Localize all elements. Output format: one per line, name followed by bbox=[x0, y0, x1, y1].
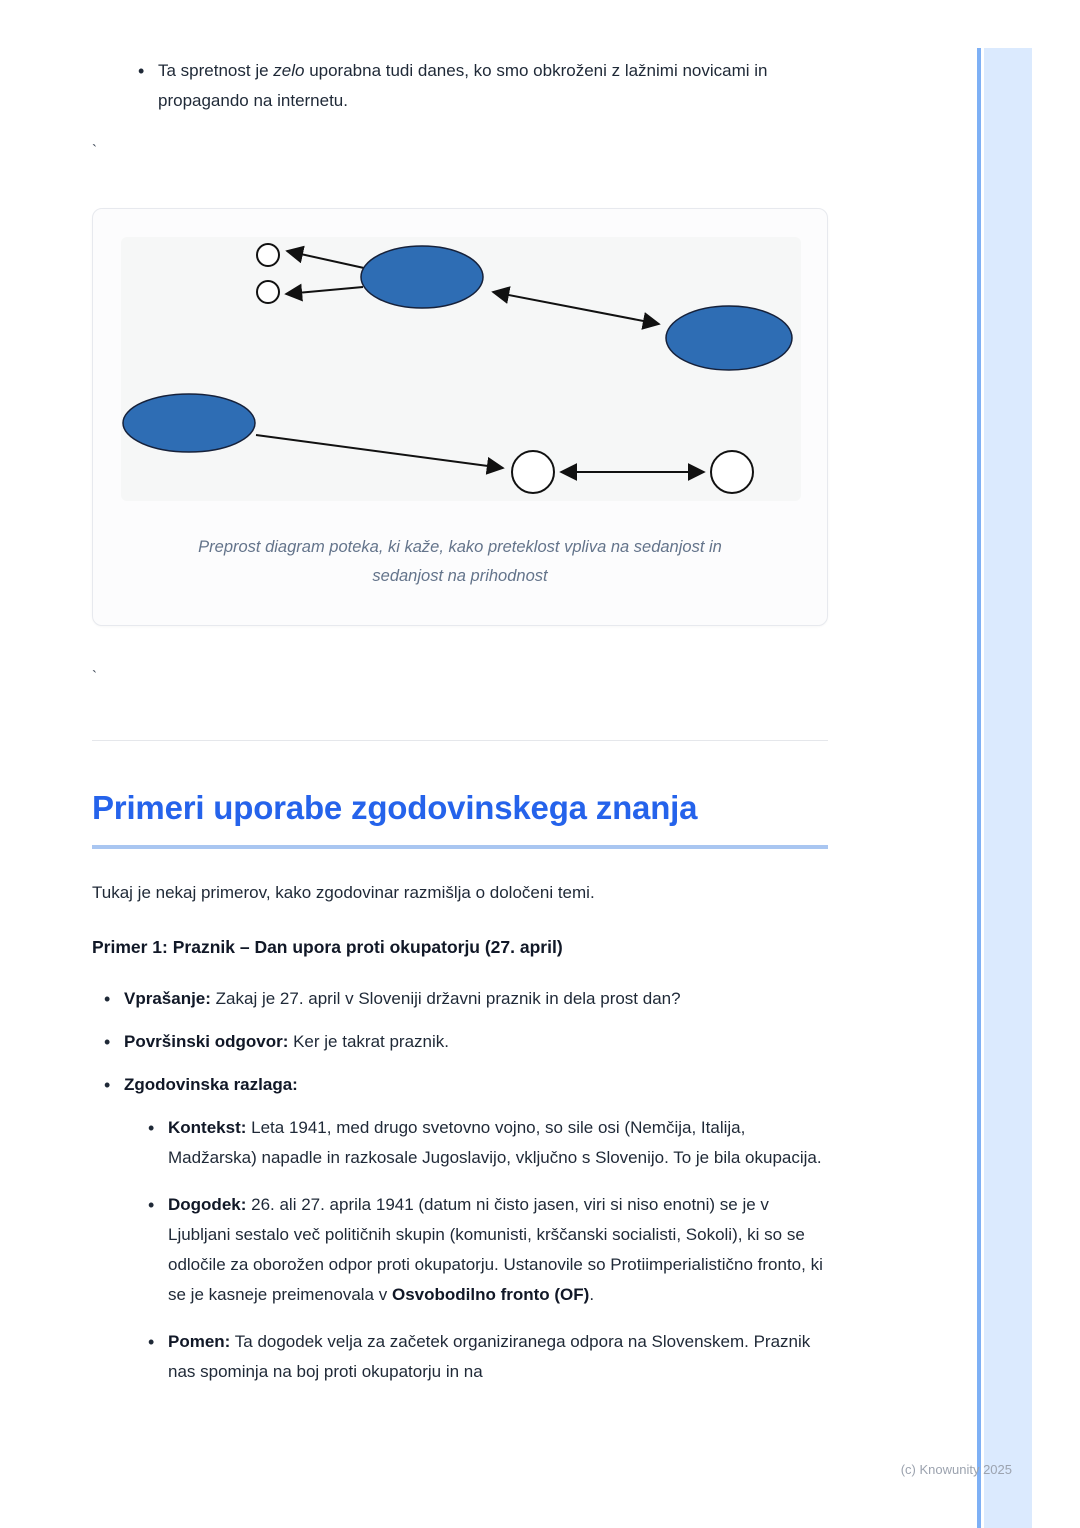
list-item bbox=[148, 1113, 828, 1173]
arrow-to-white-circle bbox=[256, 435, 503, 468]
sub-bullet-lead: Pomen: bbox=[168, 1332, 231, 1351]
page-title: Primeri uporabe zgodovinskega znanja bbox=[92, 789, 698, 826]
sub-bullet-text: Leta 1941, med drugo svetovno vojno, so sile osi (Nemčija, Italija, Madžarska) napadle in razkosale Jugoslavijo, vključno s Slovenijo. To je bila okupacija. bbox=[168, 1118, 822, 1167]
blue-ellipse-right bbox=[666, 306, 792, 370]
white-circle-2 bbox=[711, 451, 753, 493]
blue-ellipse-bottom-left bbox=[123, 394, 255, 452]
list-item bbox=[148, 1190, 828, 1310]
double-arrow-top bbox=[493, 292, 659, 324]
stray-backtick-2: ` bbox=[92, 668, 97, 685]
bullet-text: Ker je takrat praznik. bbox=[288, 1032, 449, 1051]
figure-caption-line2: sedanjost na prihodnost bbox=[372, 567, 548, 585]
section-divider bbox=[92, 740, 828, 741]
list-item bbox=[104, 1027, 828, 1057]
white-circle-1 bbox=[512, 451, 554, 493]
example-bullet-list bbox=[92, 984, 828, 1387]
sub-bullet-text: Ta dogodek velja za začetek organiziranega odpora na Slovenskem. Praznik nas spominja na boj proti okupatorju in na bbox=[168, 1332, 811, 1381]
figure-card bbox=[92, 208, 828, 626]
intro-text-pre: Ta spretnost je bbox=[158, 61, 274, 80]
sub-bullet-text: 26. ali 27. aprila 1941 (datum ni čisto jasen, viri si niso enotni) se je v Ljubljani sestalo več političnih skupin (komunisti, krščanski socialisti, Sokoli), ki so se odločile za oborožen odpor proti okupatorju. Ustanovile so Protiimperialistično fronto, ki se je kasneje preimenovala v bbox=[168, 1195, 823, 1304]
list-item bbox=[104, 984, 828, 1014]
section-intro: Tukaj je nekaj primerov, kako zgodovinar razmišlja o določeni temi. bbox=[92, 883, 595, 902]
section-title-underline bbox=[92, 789, 828, 849]
list-item bbox=[148, 1327, 828, 1387]
document-page bbox=[92, 0, 828, 1404]
sub-bullet-bold-tail: Osvobodilno fronto (OF) bbox=[391, 1285, 590, 1304]
intro-bullet-list bbox=[92, 56, 828, 116]
bullet-lead: Vprašanje: bbox=[124, 989, 211, 1008]
small-circle-1 bbox=[257, 244, 279, 266]
side-strip-accent-line bbox=[977, 48, 981, 1528]
side-scroll-strip bbox=[984, 48, 1032, 1528]
copyright-notice: (c) Knowunity 2025 bbox=[900, 1462, 1012, 1477]
arrow-to-circle-bottom bbox=[286, 287, 363, 294]
sub-bullet-after: . bbox=[589, 1285, 595, 1304]
flow-diagram bbox=[121, 237, 801, 501]
stray-backtick-1: ` bbox=[92, 142, 97, 159]
sub-bullet-list bbox=[124, 1113, 828, 1387]
bullet-lead: Površinski odgovor: bbox=[124, 1032, 289, 1051]
list-item bbox=[104, 1070, 828, 1387]
figure-caption-line1: Preprost diagram poteka, ki kaže, kako preteklost vpliva na sedanjost in bbox=[198, 538, 722, 556]
intro-text-italic: zelo bbox=[273, 61, 305, 80]
figure-caption bbox=[121, 533, 799, 591]
arrow-to-circle-top bbox=[287, 251, 364, 268]
bullet-text: Zakaj je 27. april v Sloveniji državni praznik in dela prost dan? bbox=[210, 989, 681, 1008]
blue-ellipse-top bbox=[361, 246, 483, 308]
flow-diagram-svg bbox=[121, 237, 801, 501]
list-item bbox=[138, 56, 828, 116]
bullet-lead: Zgodovinska razlaga: bbox=[124, 1075, 298, 1094]
sub-bullet-lead: Kontekst: bbox=[168, 1118, 247, 1137]
small-circle-2 bbox=[257, 281, 279, 303]
example-heading: Primer 1: Praznik – Dan upora proti okupatorju (27. april) bbox=[92, 937, 563, 957]
sub-bullet-lead: Dogodek: bbox=[168, 1195, 247, 1214]
intro-text-post: uporabna tudi danes, ko smo obkroženi z lažnimi novicami in propagando na internetu. bbox=[158, 61, 768, 110]
